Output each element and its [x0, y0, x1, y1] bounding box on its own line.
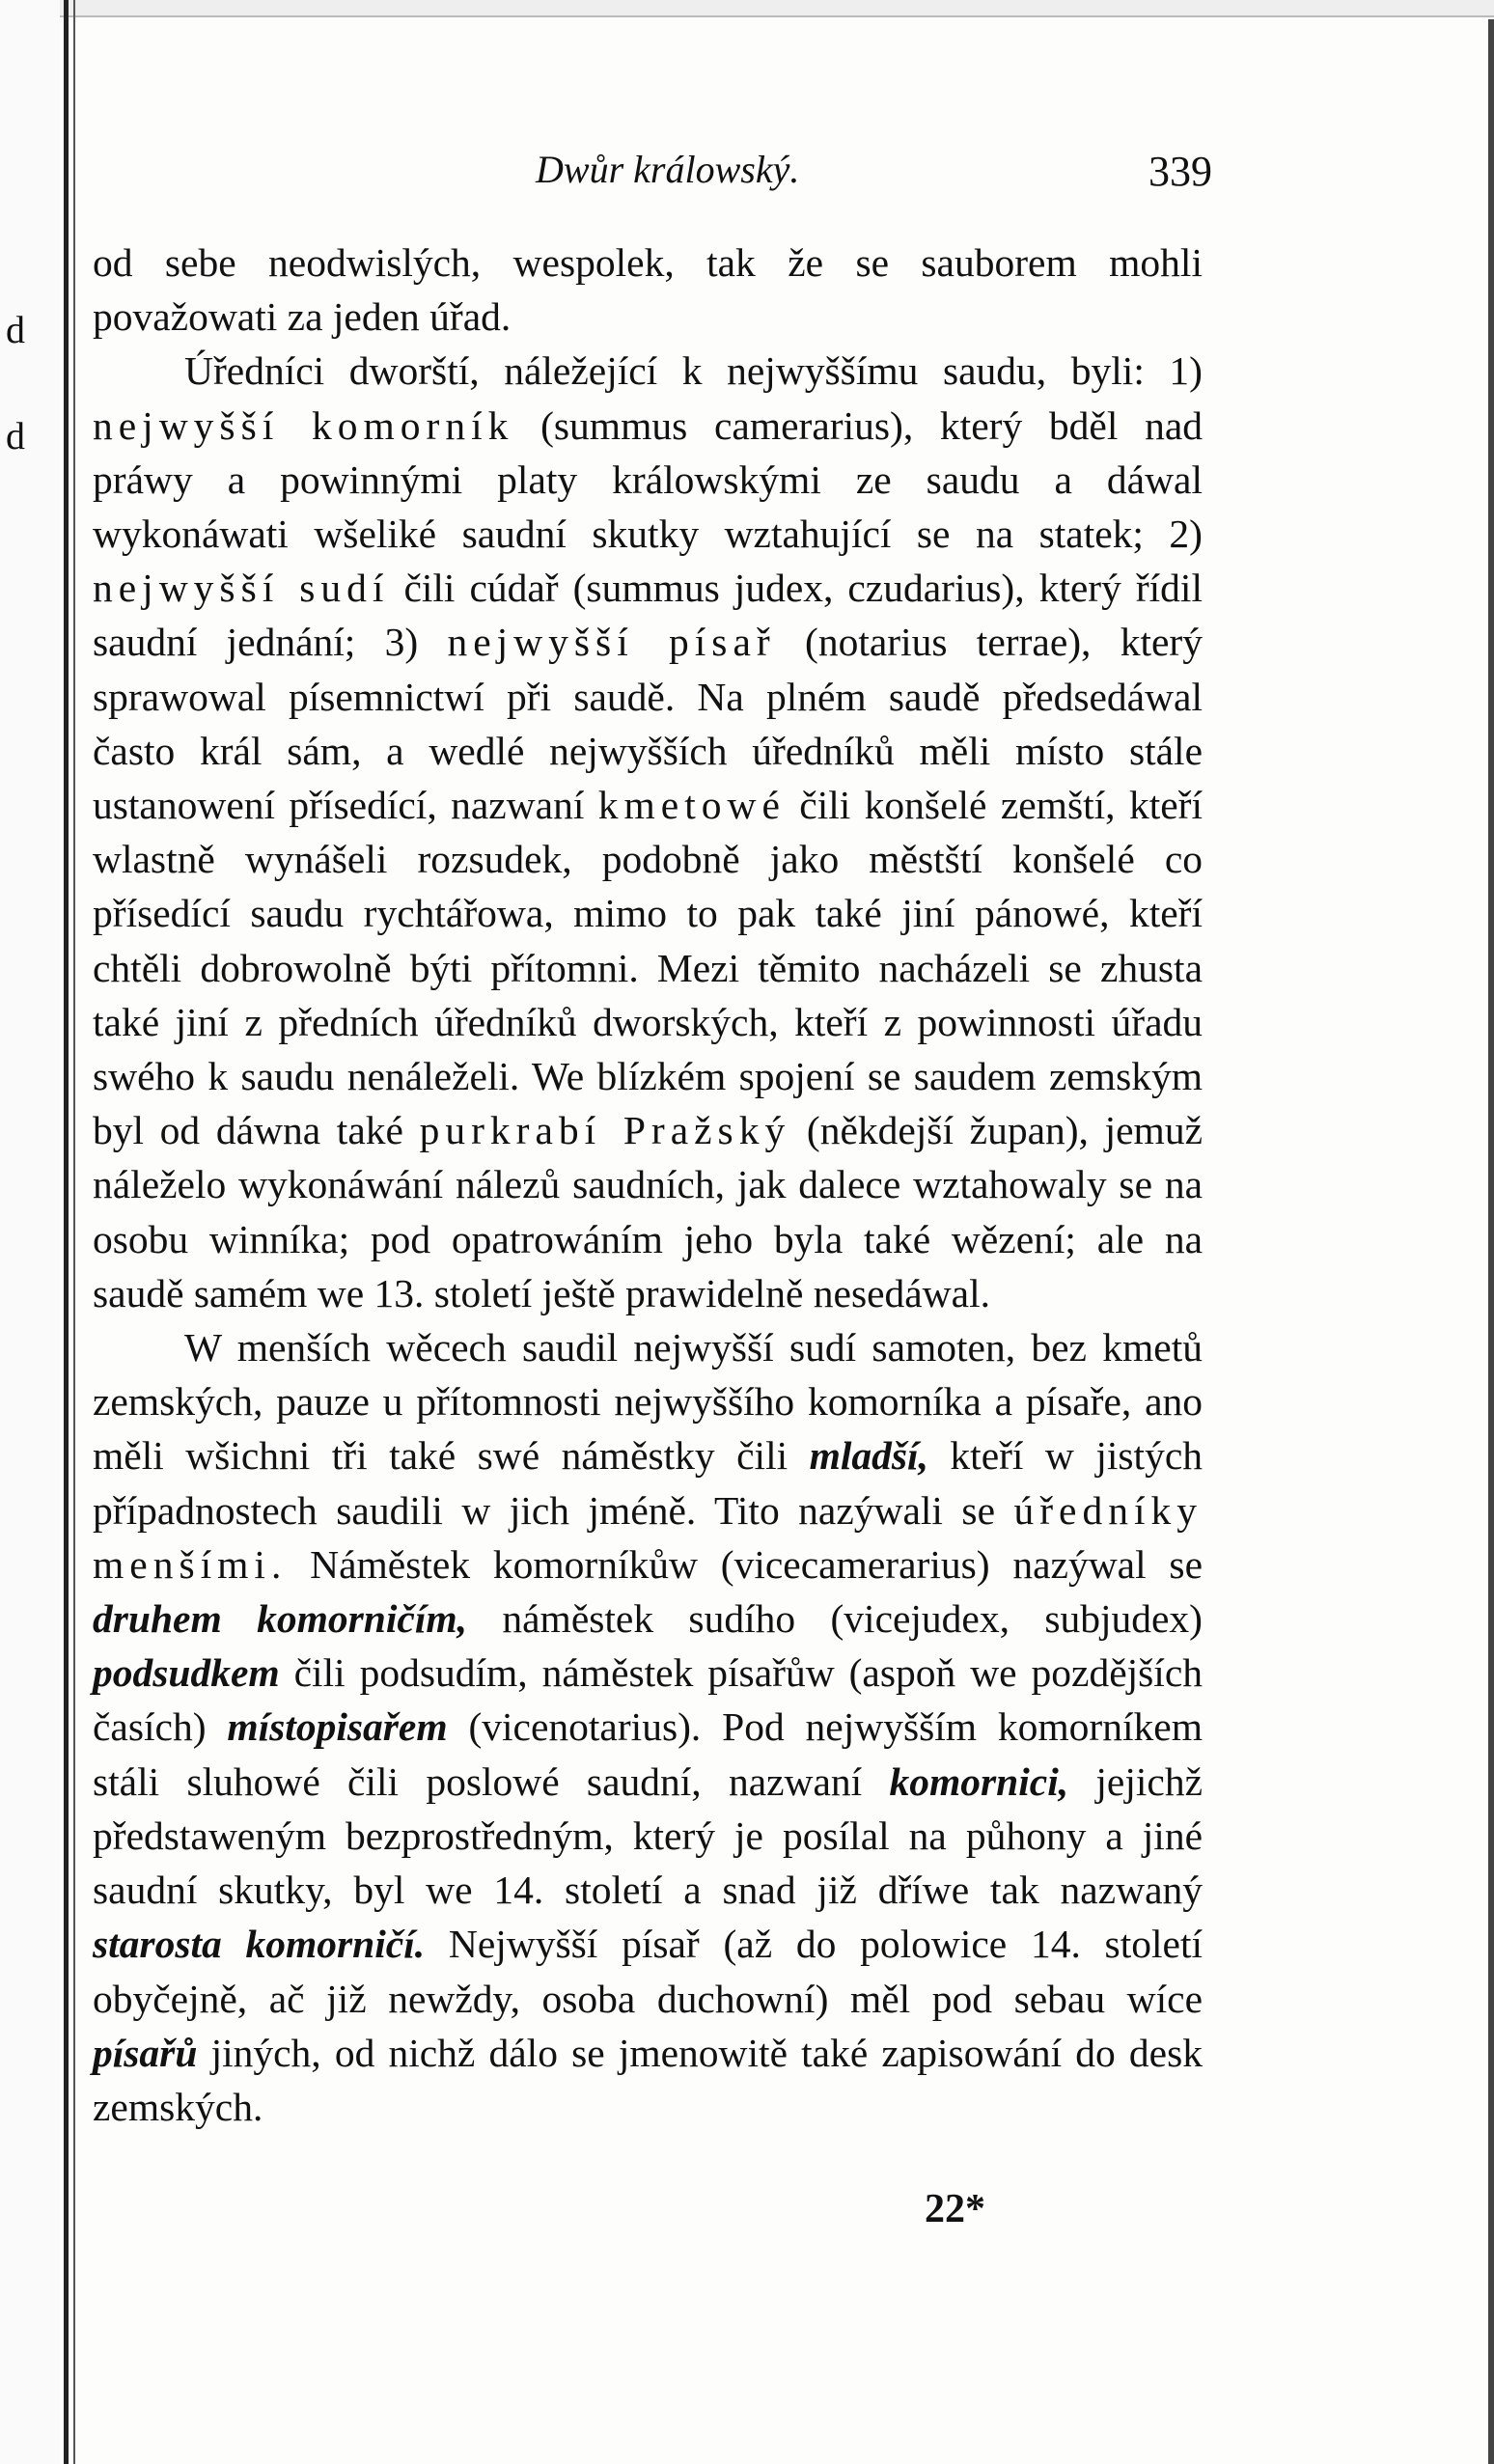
signature-mark: 22*	[925, 2187, 985, 2231]
spaced-term: úředníky menšími.	[93, 1487, 1203, 1587]
body-text	[93, 235, 1203, 2134]
text-run: W menších wěcech saudil nejwyšší sudí samoten, bez kmetů zemských, pauze u přítomnosti nejwyššího komorníka a písaře, ano měli wšichni tři také swé náměstky čili	[93, 1325, 1203, 1479]
text-run: Náměstek komorníkůw (vicecamerarius) nazýwal se	[287, 1541, 1203, 1587]
margin-fragment: d	[6, 308, 25, 351]
text-run: čili cúdař (summus judex, czudarius), který řídil saudní jednání; 3)	[93, 566, 1203, 665]
italic-term: místopisařem	[227, 1704, 448, 1750]
text-run: jiných, od nichž dálo se jmenowitě také zapisowání do desk zemských.	[93, 2030, 1203, 2129]
text-run: kteří w jistých případnostech saudili w jich jméně. Tito nazýwali se	[93, 1433, 1203, 1533]
spaced-term: purkrabí Pražský	[419, 1108, 791, 1153]
text-run: (summus camerarius), který bděl nad práwy a powinnými platy králowskými ze saudu a dáwal wykonáwati wšeliké saudní skutky wztahující se na statek; 2)	[93, 402, 1203, 557]
italic-term: komornici,	[889, 1758, 1069, 1804]
text-run: jejichž předstaweným bezprostředným, který je posílal na půhony a jiné saudní skutky, byl we 14. století a snad již dříwe tak nazwaný	[93, 1758, 1203, 1913]
scan-right-edge	[1488, 19, 1494, 2464]
spaced-term: kmetowé	[597, 783, 786, 828]
book-gutter	[0, 0, 60, 2464]
text-run: (někdejší župan), jemuž náleželo wykonáwání nálezů saudních, jak dalece wztahowaly se na osobu winníka; pod opatrowáním jeho byla také wězení; ale na saudě samém we 13. století ještě prawidelně nesedáwal.	[93, 1108, 1203, 1315]
italic-term: starosta komorničí.	[93, 1922, 426, 1967]
text-run: Úředníci dworští, náležející k nejwyššímu saudu, byli: 1)	[184, 348, 1203, 394]
text-run: od sebe neodwislých, wespolek, tak že se sauborem mohli považowati za jeden úřad.	[93, 240, 1203, 340]
paragraph	[93, 344, 1203, 1320]
page-number: 339	[1148, 148, 1212, 195]
italic-term: druhem komorničím,	[93, 1596, 468, 1642]
paragraph	[93, 1320, 1203, 2134]
italic-term: písařů	[93, 2030, 198, 2075]
gutter-border-thin	[73, 0, 75, 2464]
spaced-term: nejwyšší sudí	[93, 566, 390, 611]
scan-top-edge	[0, 0, 1494, 17]
text-run: náměstek sudího (vicejudex, subjudex)	[467, 1596, 1203, 1642]
margin-fragment: d	[6, 414, 25, 457]
text-run: Nejwyšší písař (až do polowice 14. století obyčejně, ač již newždy, osoba duchowní) měl pod sebau wíce	[93, 1922, 1203, 2021]
running-head: Dwůr králowský.	[536, 148, 800, 191]
text-run: čili podsudím, náměstek písařůw (aspoň we pozdějších časích)	[93, 1650, 1203, 1750]
spaced-term: nejwyšší písař	[447, 620, 776, 665]
text-run: (notarius terrae), který sprawowal písemnictwí při saudě. Na plném saudě předsedáwal často král sám, a wedlé nejwyšších úředníků měli místo stále ustanowení přísedící, nazwaní	[93, 620, 1203, 828]
italic-term: mladší,	[809, 1433, 928, 1479]
spaced-term: nejwyšší komorník	[93, 402, 514, 448]
text-run: (vicenotarius). Pod nejwyšším komorníkem stáli sluhowé čili poslowé saudní, nazwaní	[93, 1704, 1203, 1804]
gutter-border-thick	[64, 0, 69, 2464]
text-run: čili konšelé zemští, kteří wlastně wynášeli rozsudek, podobně jako městští konšelé co přísedící saudu rychtářowa, mimo to pak také jiní pánowé, kteří chtěli dobrowolně býti přítomni. Mezi těmito nacházeli se zhusta také jiní z předních úředníků dworských, kteří z powinnosti úřadu swého k saudu nenáleželi. We blízkém spojení se saudem zemským byl od dáwna také	[93, 783, 1203, 1153]
italic-term: podsudkem	[93, 1650, 280, 1696]
paragraph	[93, 235, 1203, 344]
